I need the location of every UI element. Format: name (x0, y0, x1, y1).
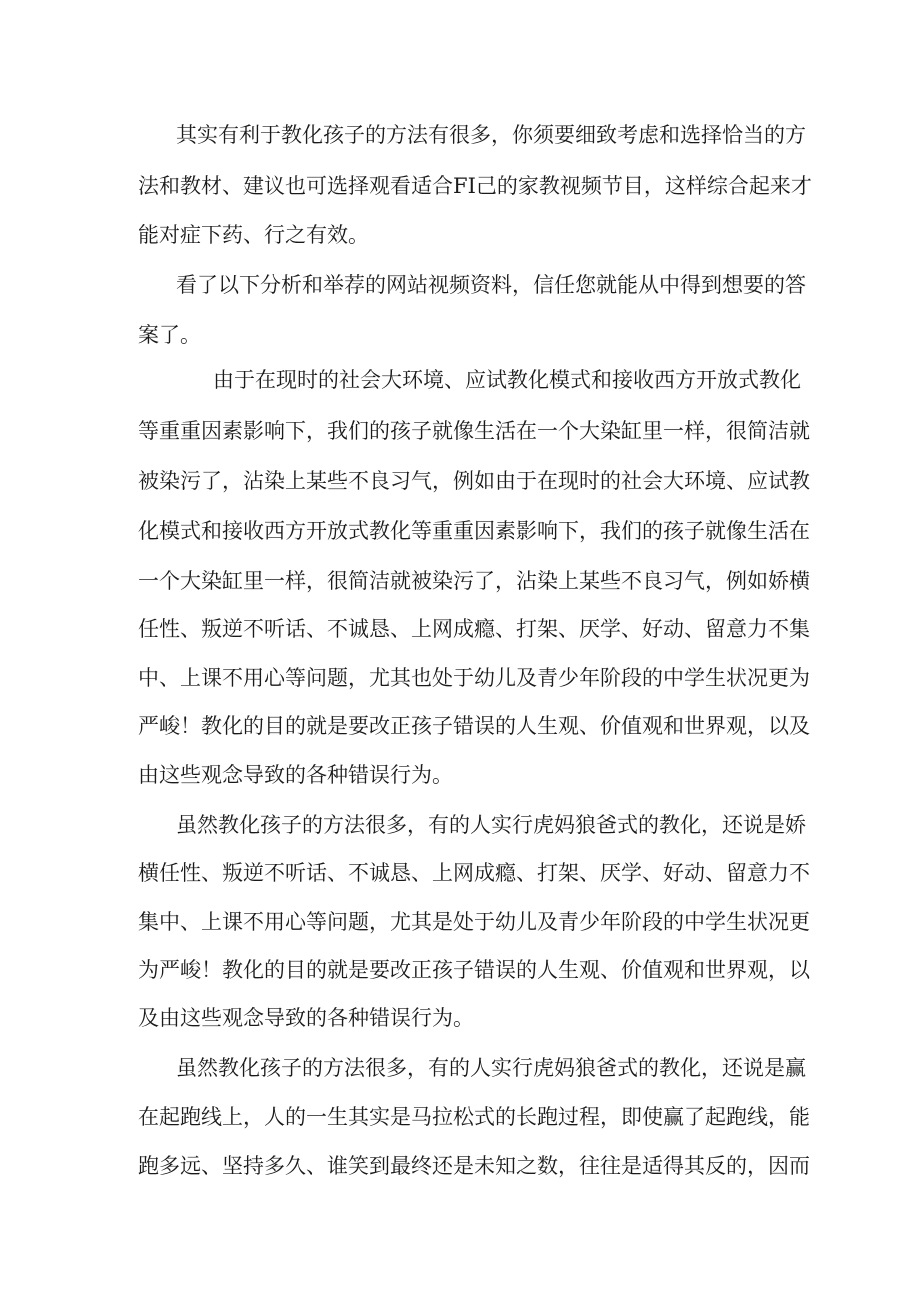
paragraph-4-line-4: 为严峻！教化的目的就是要改正孩子错误的人生观、价值观和世界观，以 (138, 958, 810, 982)
paragraph-4-line-2: 横任性、叛逆不听话、不诚恳、上网成瘾、打架、厌学、好动、留意力不 (138, 861, 810, 885)
paragraph-4-line-5: 及由这些观念导致的各种错误行为。 (138, 1006, 474, 1030)
paragraph-2-line-1: 看了以下分析和举荐的网站视频资料，信任您就能从中得到想要的答 (176, 273, 806, 297)
paragraph-3-line-8: 严峻！教化的目的就是要改正孩子错误的人生观、价值观和世界观，以及 (138, 714, 810, 738)
paragraph-3-line-6: 任性、叛逆不听话、不诚恳、上网成瘾、打架、厌学、好动、留意力不集 (138, 617, 810, 641)
paragraph-3-line-7: 中、上课不用心等问题，尤其也处于幼儿及青少年阶段的中学生状况更为 (138, 666, 810, 690)
paragraph-1-line-1: 其实有利于教化孩子的方法有很多，你须要细致考虑和选择恰当的方 (176, 123, 806, 147)
paragraph-3-line-2: 等重重因素影响下，我们的孩子就像生活在一个大染缸里一样，很简洁就 (138, 419, 810, 443)
paragraph-3-line-3: 被染污了，沾染上某些不良习气，例如由于在现时的社会大环境、应试教 (138, 469, 810, 493)
paragraph-3-line-9: 由这些观念导致的各种错误行为。 (138, 763, 453, 787)
paragraph-3-line-1: 由于在现时的社会大环境、应试教化模式和接收西方开放式教化 (213, 368, 801, 392)
paragraph-4-line-3: 集中、上课不用心等问题，尤其是处于幼儿及青少年阶段的中学生状况更 (138, 910, 810, 934)
paragraph-3-line-5: 一个大染缸里一样，很简洁就被染污了，沾染上某些不良习气，例如娇横 (138, 569, 810, 593)
paragraph-1-line-3: 能对症下药、行之有效。 (138, 223, 369, 247)
paragraph-2-line-2: 案了。 (138, 323, 201, 347)
paragraph-4-line-1: 虽然教化孩子的方法很多，有的人实行虎妈狼爸式的教化，还说是娇 (176, 813, 806, 837)
paragraph-5-line-3: 跑多远、坚持多久、谁笑到最终还是未知之数，往往是适得其反的，因而 (138, 1154, 810, 1178)
paragraph-3-line-4: 化模式和接收西方开放式教化等重重因素影响下，我们的孩子就像生活在 (138, 519, 810, 543)
paragraph-1-line-2: 法和教材、建议也可选择观看适合FI己的家教视频节目，这样综合起来才 (138, 174, 812, 198)
paragraph-5-line-1: 虽然教化孩子的方法很多，有的人实行虎妈狼爸式的教化，还说是赢 (176, 1056, 806, 1080)
paragraph-5-line-2: 在起跑线上，人的一生其实是马拉松式的长跑过程，即使赢了起跑线，能 (138, 1105, 810, 1129)
